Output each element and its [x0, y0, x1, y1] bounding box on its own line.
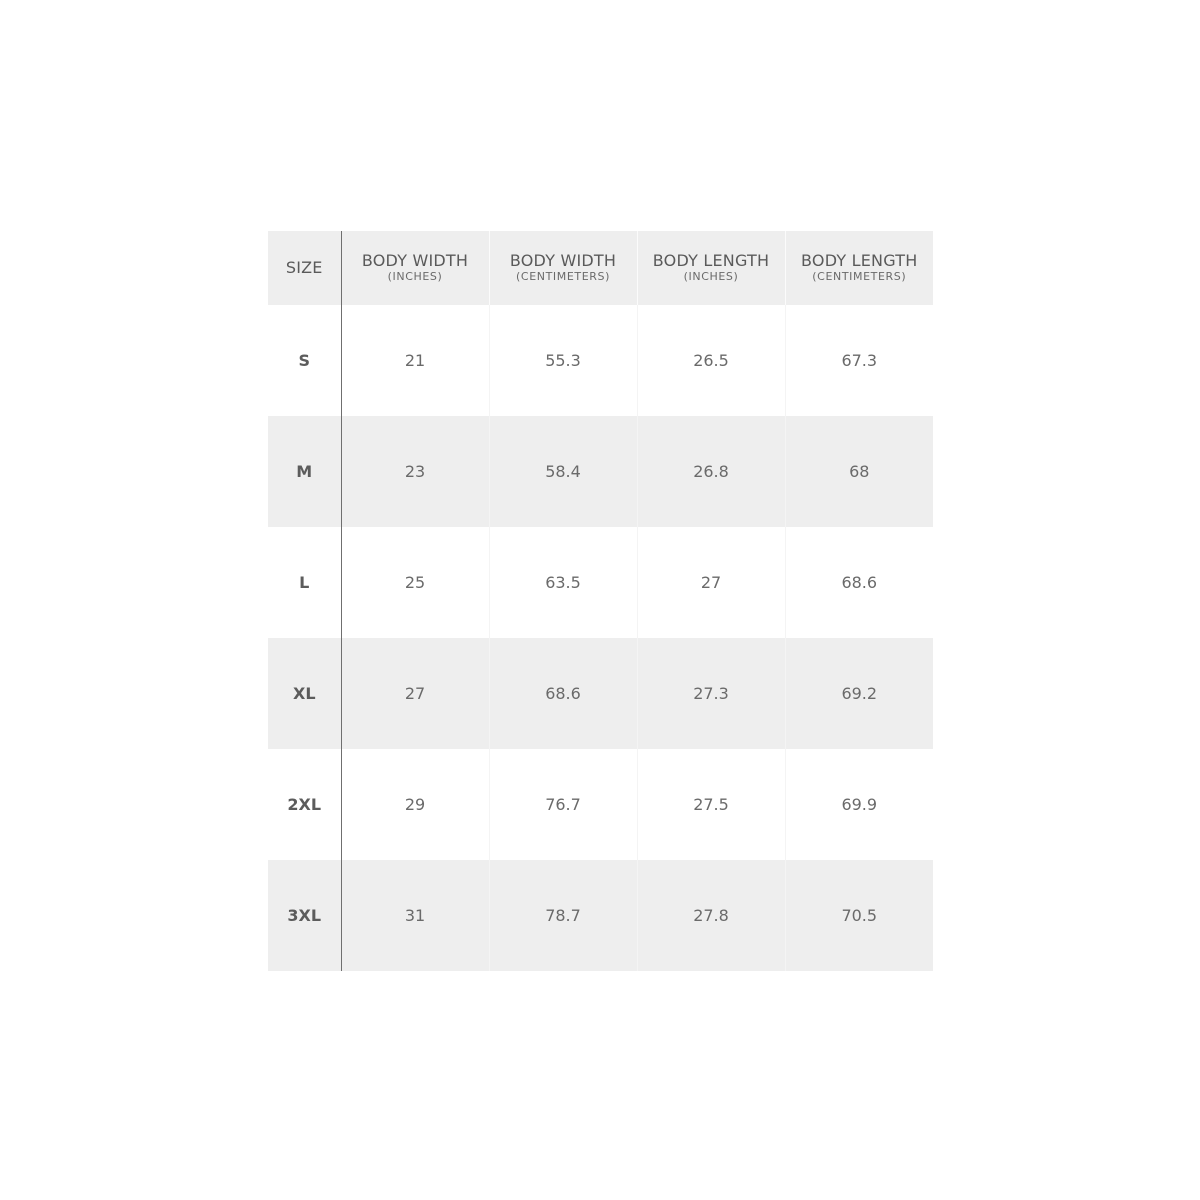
- body-length-centimeters-cell: 69.2: [841, 684, 878, 703]
- body-width-centimeters-cell: 58.4: [489, 416, 637, 527]
- header-label: BODY WIDTH: [509, 251, 617, 270]
- table-row: [268, 638, 933, 749]
- header-size: [268, 231, 341, 305]
- table-row: [268, 860, 933, 971]
- header-body-length-inches: [637, 231, 785, 305]
- header-label: SIZE: [285, 258, 323, 277]
- body-length-centimeters-cell: 70.5: [841, 906, 878, 925]
- header-label: BODY WIDTH: [361, 251, 469, 270]
- table-row: [268, 305, 933, 416]
- body-length-inches-cell: 27.5: [637, 749, 785, 860]
- body-length-centimeters-cell: 68.6: [841, 573, 878, 592]
- size-cell: M: [268, 416, 341, 527]
- header-unit: (INCHES): [683, 270, 739, 283]
- header-body-length-centimeters: [785, 231, 933, 305]
- size-cell: XL: [268, 638, 341, 749]
- header-body-width-centimeters: [489, 231, 637, 305]
- size-cell: S: [268, 305, 341, 416]
- body-length-inches-cell: 27.3: [637, 638, 785, 749]
- body-length-centimeters-cell: 67.3: [841, 351, 878, 370]
- size-cell: 3XL: [268, 860, 341, 971]
- header-unit: (CENTIMETERS): [812, 270, 907, 283]
- header-unit: (CENTIMETERS): [516, 270, 610, 283]
- body-width-inches-cell: 27: [341, 638, 489, 749]
- body-length-centimeters-cell: 68: [849, 462, 870, 481]
- body-length-centimeters-cell: 69.9: [841, 795, 878, 814]
- header-row: [268, 231, 933, 305]
- header-unit: (INCHES): [387, 270, 443, 283]
- table-row: [268, 749, 933, 860]
- header-label: BODY LENGTH: [801, 251, 918, 270]
- body-width-inches-cell: 21: [341, 305, 489, 416]
- body-length-inches-cell: 26.5: [637, 305, 785, 416]
- body-width-inches-cell: 29: [341, 749, 489, 860]
- table-row: [268, 527, 933, 638]
- body-length-inches-cell: 26.8: [637, 416, 785, 527]
- size-cell: 2XL: [268, 749, 341, 860]
- body-width-centimeters-cell: 76.7: [489, 749, 637, 860]
- body-width-inches-cell: 23: [341, 416, 489, 527]
- body-width-inches-cell: 25: [341, 527, 489, 638]
- size-chart-table: [268, 231, 933, 971]
- body-width-centimeters-cell: 55.3: [489, 305, 637, 416]
- size-cell: L: [268, 527, 341, 638]
- header-label: BODY LENGTH: [652, 251, 770, 270]
- header-body-width-inches: [341, 231, 489, 305]
- body-length-inches-cell: 27.8: [637, 860, 785, 971]
- body-width-centimeters-cell: 78.7: [489, 860, 637, 971]
- body-width-inches-cell: 31: [341, 860, 489, 971]
- body-width-centimeters-cell: 68.6: [489, 638, 637, 749]
- body-length-inches-cell: 27: [637, 527, 785, 638]
- body-width-centimeters-cell: 63.5: [489, 527, 637, 638]
- table-row: [268, 416, 933, 527]
